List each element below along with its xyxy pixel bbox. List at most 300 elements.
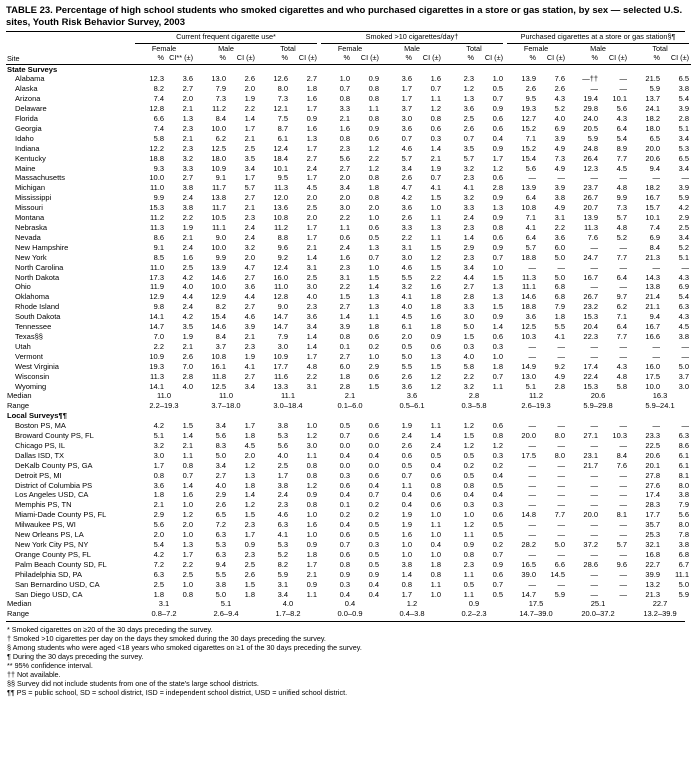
value-cell: 3.1 bbox=[401, 242, 412, 252]
value-cell: 4.0 bbox=[182, 282, 193, 292]
value-cell: 3.1 bbox=[554, 213, 566, 223]
percent-header: % bbox=[629, 54, 662, 64]
value-cell: 2.3 bbox=[463, 559, 474, 569]
value-cell: 1.7 bbox=[401, 94, 412, 104]
value-cell: 0.6 bbox=[492, 569, 504, 579]
value-cell: 1.0 bbox=[430, 549, 441, 559]
value-cell: 0.6 bbox=[492, 331, 504, 341]
value-cell: 6.2 bbox=[616, 302, 628, 312]
value-cell: 10.9 bbox=[211, 163, 226, 173]
value-cell: 0.3 bbox=[339, 470, 350, 480]
value-cell: — bbox=[590, 530, 599, 540]
value-cell: 2.5 bbox=[244, 559, 255, 569]
summary-value: 0.5–6.1 bbox=[399, 401, 425, 411]
summary-row bbox=[6, 391, 691, 401]
value-cell: 12.8 bbox=[273, 292, 288, 302]
value-cell: 2.2 bbox=[339, 213, 350, 223]
value-cell: 11.7 bbox=[211, 183, 226, 193]
value-cell: 16.7 bbox=[583, 272, 599, 282]
site-row bbox=[6, 134, 691, 144]
group-header-row bbox=[6, 33, 691, 44]
value-cell: 7.7 bbox=[616, 252, 628, 262]
value-cell: 4.1 bbox=[554, 331, 566, 341]
value-cell: 2.4 bbox=[463, 213, 474, 223]
site-name: New Hampshire bbox=[15, 242, 69, 252]
value-cell: 1.8 bbox=[430, 302, 441, 312]
value-cell: 0.9 bbox=[306, 579, 317, 589]
value-cell: 4.8 bbox=[616, 223, 628, 232]
value-cell: 5.7 bbox=[401, 153, 412, 163]
value-cell: 2.3 bbox=[339, 143, 350, 153]
percent-header: % bbox=[319, 54, 352, 64]
value-cell: — bbox=[619, 74, 628, 84]
value-cell: 0.4 bbox=[492, 470, 504, 480]
value-cell: — bbox=[681, 421, 690, 431]
subgroup-header-female: Female bbox=[523, 43, 549, 53]
site-row bbox=[6, 362, 691, 372]
value-cell: 2.9 bbox=[368, 361, 379, 371]
value-cell: 8.1 bbox=[678, 470, 690, 480]
value-cell: 2.7 bbox=[244, 272, 255, 282]
value-cell: 9.5 bbox=[277, 173, 288, 183]
value-cell: 10.3 bbox=[521, 331, 537, 341]
value-cell: 10.8 bbox=[211, 351, 226, 361]
value-cell: 0.4 bbox=[368, 480, 379, 490]
footnote-not-available: †† Not available. bbox=[7, 670, 61, 680]
value-cell: 1.4 bbox=[463, 232, 474, 242]
value-cell: 3.2 bbox=[463, 163, 474, 173]
value-cell: 11.1 bbox=[674, 569, 690, 579]
value-cell: 1.3 bbox=[492, 203, 504, 213]
value-cell: 0.9 bbox=[492, 143, 504, 153]
value-cell: 1.4 bbox=[401, 569, 412, 579]
value-cell: 1.4 bbox=[244, 114, 255, 124]
value-cell: 1.1 bbox=[339, 223, 350, 232]
value-cell: 1.8 bbox=[430, 322, 441, 332]
value-cell: 0.7 bbox=[492, 252, 504, 262]
summary-value: 20.6 bbox=[590, 391, 606, 401]
value-cell: 2.4 bbox=[401, 431, 412, 441]
value-cell: 1.5 bbox=[368, 272, 379, 282]
ci-header: CI (±) bbox=[352, 54, 381, 64]
value-cell: 1.0 bbox=[492, 351, 504, 361]
value-cell: 20.6 bbox=[645, 153, 661, 163]
value-cell: 0.9 bbox=[244, 540, 255, 549]
value-cell: 18.2 bbox=[645, 114, 661, 124]
value-cell: 4.3 bbox=[616, 114, 628, 124]
value-cell: 3.4 bbox=[678, 232, 690, 242]
value-cell: 5.6 bbox=[215, 431, 226, 441]
value-cell: 5.8 bbox=[463, 361, 474, 371]
value-cell: 1.6 bbox=[182, 490, 193, 500]
value-cell: 28.2 bbox=[521, 540, 537, 549]
site-row bbox=[6, 510, 691, 520]
value-cell: 4.0 bbox=[401, 302, 412, 312]
value-cell: — bbox=[590, 579, 599, 589]
value-cell: 2.2 bbox=[153, 341, 164, 351]
value-cell: 5.2 bbox=[277, 549, 288, 559]
value-cell: 0.4 bbox=[401, 500, 412, 510]
value-cell: 6.7 bbox=[678, 559, 690, 569]
site-row bbox=[6, 104, 691, 114]
summary-value: 17.5 bbox=[528, 599, 544, 609]
footnote-pilcrow: ¶ During the 30 days preceding the survey. bbox=[7, 652, 144, 662]
value-cell: —†† bbox=[582, 74, 599, 84]
value-cell: — bbox=[528, 262, 537, 272]
value-cell: 1.8 bbox=[244, 431, 255, 441]
value-cell: 0.7 bbox=[339, 84, 350, 94]
value-cell: 0.7 bbox=[339, 431, 350, 441]
value-cell: 1.7 bbox=[401, 589, 412, 599]
value-cell: 1.0 bbox=[430, 510, 441, 520]
value-cell: 5.0 bbox=[554, 540, 566, 549]
site-name: Arizona bbox=[15, 94, 41, 104]
value-cell: 0.4 bbox=[430, 540, 441, 549]
site-row bbox=[6, 263, 691, 273]
value-cell: 1.0 bbox=[368, 213, 379, 223]
value-cell: 1.3 bbox=[306, 133, 317, 143]
value-cell: 2.2 bbox=[430, 272, 441, 282]
value-cell: 2.2 bbox=[306, 371, 317, 381]
value-cell: — bbox=[557, 520, 566, 530]
value-cell: 2.8 bbox=[182, 371, 193, 381]
value-cell: 2.1 bbox=[244, 133, 255, 143]
value-cell: 1.4 bbox=[430, 143, 441, 153]
value-cell: 2.8 bbox=[492, 183, 504, 193]
summary-value: 3.0–18.4 bbox=[273, 401, 303, 411]
site-col-spacer bbox=[6, 33, 133, 44]
subgroup-header-total: Total bbox=[280, 43, 296, 53]
summary-value: 0.9 bbox=[468, 599, 480, 609]
value-cell: 22.4 bbox=[583, 371, 599, 381]
value-cell: 3.8 bbox=[554, 193, 566, 203]
value-cell: 4.6 bbox=[277, 510, 288, 520]
value-cell: 3.6 bbox=[554, 232, 566, 242]
value-cell: 16.0 bbox=[645, 361, 661, 371]
value-cell: 4.6 bbox=[401, 143, 412, 153]
site-row bbox=[6, 124, 691, 134]
value-cell: 1.3 bbox=[430, 223, 441, 232]
value-cell: 8.9 bbox=[616, 143, 628, 153]
site-name: Dallas ISD, TX bbox=[15, 450, 65, 460]
value-cell: 2.5 bbox=[244, 143, 255, 153]
value-cell: 1.1 bbox=[463, 569, 474, 579]
site-name: Chicago PS, IL bbox=[15, 440, 66, 450]
value-cell: 5.1 bbox=[525, 381, 537, 391]
value-cell: 8.3 bbox=[215, 440, 226, 450]
value-cell: 1.5 bbox=[182, 421, 193, 431]
value-cell: 0.7 bbox=[339, 540, 350, 549]
value-cell: 1.0 bbox=[368, 351, 379, 361]
value-cell: 10.9 bbox=[273, 351, 288, 361]
value-cell: 6.9 bbox=[649, 232, 661, 242]
value-cell: 9.6 bbox=[616, 559, 628, 569]
value-cell: 19.3 bbox=[149, 361, 164, 371]
value-cell: 0.5 bbox=[492, 530, 504, 540]
value-cell: 4.5 bbox=[306, 183, 317, 193]
value-cell: 8.7 bbox=[277, 123, 288, 133]
value-cell: 1.5 bbox=[463, 431, 474, 441]
site-name: North Carolina bbox=[15, 262, 64, 272]
value-cell: 2.8 bbox=[339, 381, 350, 391]
summary-value: 1.2 bbox=[406, 599, 418, 609]
value-cell: 2.3 bbox=[339, 262, 350, 272]
footnote-districts: §§ Survey did not include students from one of the state's large school districts. bbox=[7, 679, 259, 689]
value-cell: 13.7 bbox=[645, 94, 661, 104]
value-cell: 21.5 bbox=[645, 74, 661, 84]
value-cell: 1.7 bbox=[306, 559, 317, 569]
value-cell: 7.0 bbox=[182, 361, 193, 371]
value-cell: 7.9 bbox=[215, 84, 226, 94]
summary-value: 11.2 bbox=[529, 391, 544, 401]
value-cell: 5.4 bbox=[678, 292, 690, 302]
value-cell: 5.0 bbox=[401, 351, 412, 361]
value-cell: 0.8 bbox=[339, 331, 350, 341]
value-cell: — bbox=[619, 440, 628, 450]
value-cell: 4.9 bbox=[554, 203, 566, 213]
value-cell: 6.0 bbox=[339, 361, 350, 371]
site-row bbox=[6, 421, 691, 431]
value-cell: 3.6 bbox=[401, 203, 412, 213]
site-name: District of Columbia PS bbox=[15, 480, 93, 490]
value-cell: 16.7 bbox=[645, 322, 661, 332]
value-cell: 1.1 bbox=[492, 381, 504, 391]
ci-header: CI (±) bbox=[414, 54, 443, 64]
value-cell: 23.2 bbox=[583, 302, 599, 312]
site-row bbox=[6, 302, 691, 312]
value-cell: 12.3 bbox=[149, 74, 164, 84]
value-cell: 0.8 bbox=[339, 559, 350, 569]
table-body bbox=[6, 64, 691, 619]
value-cell: 0.8 bbox=[306, 470, 317, 480]
value-cell: 0.3 bbox=[368, 540, 379, 549]
site-row bbox=[6, 322, 691, 332]
value-cell: 12.3 bbox=[583, 163, 599, 173]
value-cell: 1.2 bbox=[463, 421, 474, 431]
value-cell: 1.2 bbox=[182, 510, 193, 520]
value-cell: 20.7 bbox=[583, 203, 599, 213]
site-row bbox=[6, 481, 691, 491]
value-cell: 1.3 bbox=[368, 242, 379, 252]
summary-value: 2.6–9.4 bbox=[213, 609, 239, 619]
summary-value: 11.1 bbox=[280, 391, 296, 401]
value-cell: — bbox=[681, 341, 690, 351]
site-name: Kentucky bbox=[15, 153, 46, 163]
site-name: New York bbox=[15, 252, 47, 262]
site-name: Miami-Dade County PS, FL bbox=[15, 510, 107, 520]
value-cell: 11.3 bbox=[149, 371, 164, 381]
summary-value: 13.2–39.9 bbox=[643, 609, 677, 619]
value-cell: 22.7 bbox=[645, 559, 661, 569]
value-cell: 0.7 bbox=[492, 549, 504, 559]
value-cell: 0.8 bbox=[368, 193, 379, 203]
value-cell: 0.5 bbox=[492, 589, 504, 599]
value-cell: 1.7 bbox=[492, 153, 504, 163]
value-cell: — bbox=[528, 480, 537, 490]
site-name: Vermont bbox=[15, 351, 43, 361]
value-cell: 6.6 bbox=[153, 114, 164, 124]
value-cell: 8.8 bbox=[277, 232, 288, 242]
value-cell: — bbox=[528, 440, 537, 450]
value-cell: 0.2 bbox=[368, 500, 379, 510]
value-cell: 0.6 bbox=[430, 500, 441, 510]
table-title: TABLE 23. Percentage of high school students who smoked cigarettes and who purchased cigarettes in a store or gas station, by sex — selected U.S. sites, Youth Risk Behavior Survey, 2003 bbox=[6, 5, 685, 32]
value-cell: 9.5 bbox=[525, 94, 537, 104]
value-cell: 3.2 bbox=[182, 153, 193, 163]
site-row bbox=[6, 451, 691, 461]
value-cell: 22.5 bbox=[645, 440, 661, 450]
value-cell: 0.5 bbox=[401, 460, 412, 470]
value-cell: 2.1 bbox=[339, 114, 350, 124]
subgroup-header-male: Male bbox=[218, 43, 234, 53]
site-row bbox=[6, 154, 691, 164]
value-cell: 2.2 bbox=[401, 232, 412, 242]
value-cell: 7.2 bbox=[153, 559, 164, 569]
value-cell: 0.9 bbox=[430, 331, 441, 341]
value-cell: 11.7 bbox=[211, 203, 226, 213]
site-name: Oklahoma bbox=[15, 292, 50, 302]
value-cell: 11.3 bbox=[521, 272, 537, 282]
value-cell: 4.2 bbox=[401, 193, 412, 203]
value-cell: 1.0 bbox=[182, 579, 193, 589]
summary-value: 22.7 bbox=[652, 599, 668, 609]
value-cell: — bbox=[619, 589, 628, 599]
value-cell: 18.0 bbox=[211, 153, 226, 163]
group-header-3: Purchased cigarettes at a store or gas station§¶ bbox=[505, 33, 691, 44]
value-cell: 2.5 bbox=[277, 460, 288, 470]
site-row bbox=[6, 530, 691, 540]
value-cell: 24.0 bbox=[583, 114, 599, 124]
value-cell: 2.4 bbox=[244, 223, 255, 232]
value-cell: 3.8 bbox=[401, 559, 412, 569]
value-cell: 1.2 bbox=[492, 163, 504, 173]
value-cell: 2.2 bbox=[182, 213, 193, 223]
value-cell: 1.0 bbox=[306, 530, 317, 540]
value-cell: 0.4 bbox=[492, 133, 504, 143]
value-cell: 1.8 bbox=[430, 559, 441, 569]
value-cell: 2.0 bbox=[401, 331, 412, 341]
site-name: Georgia bbox=[15, 123, 42, 133]
value-cell: 6.1 bbox=[678, 460, 690, 470]
value-cell: 4.2 bbox=[182, 272, 193, 282]
value-cell: 14.7 bbox=[273, 322, 288, 332]
value-cell: 3.2 bbox=[244, 242, 255, 252]
value-cell: 0.7 bbox=[368, 490, 379, 500]
value-cell: 3.0 bbox=[306, 440, 317, 450]
value-cell: 14.1 bbox=[149, 381, 164, 391]
value-cell: 3.8 bbox=[215, 579, 226, 589]
value-cell: — bbox=[528, 579, 537, 589]
value-cell: 17.4 bbox=[645, 490, 661, 500]
value-cell: 1.6 bbox=[306, 123, 317, 133]
value-cell: 8.4 bbox=[215, 331, 226, 341]
value-cell: 0.2 bbox=[339, 510, 350, 520]
value-cell: 0.3 bbox=[492, 500, 504, 510]
site-name: Alaska bbox=[15, 84, 38, 94]
value-cell: 0.5 bbox=[401, 341, 412, 351]
value-cell: 0.0 bbox=[368, 460, 379, 470]
summary-row bbox=[6, 609, 691, 619]
summary-row bbox=[6, 599, 691, 609]
value-cell: 1.8 bbox=[368, 183, 379, 193]
value-cell: 4.5 bbox=[244, 440, 255, 450]
value-cell: 3.2 bbox=[401, 282, 412, 292]
value-cell: 0.9 bbox=[306, 490, 317, 500]
value-cell: 2.7 bbox=[182, 84, 193, 94]
value-cell: — bbox=[590, 262, 599, 272]
value-cell: 4.8 bbox=[306, 361, 317, 371]
value-cell: 3.6 bbox=[463, 104, 474, 114]
value-cell: 8.2 bbox=[215, 302, 226, 312]
value-cell: 0.5 bbox=[368, 520, 379, 530]
summary-value: 0.0–0.9 bbox=[337, 609, 363, 619]
value-cell: 1.2 bbox=[430, 381, 441, 391]
site-row bbox=[6, 560, 691, 570]
value-cell: 10.0 bbox=[645, 381, 661, 391]
value-cell: 0.6 bbox=[368, 133, 379, 143]
value-cell: 1.6 bbox=[306, 94, 317, 104]
value-cell: 8.0 bbox=[678, 480, 690, 490]
value-cell: 3.4 bbox=[215, 460, 226, 470]
ci-header: CI (±) bbox=[228, 54, 257, 64]
value-cell: 6.5 bbox=[649, 133, 661, 143]
value-cell: 0.7 bbox=[463, 133, 474, 143]
value-cell: 7.1 bbox=[525, 133, 537, 143]
value-cell: 13.8 bbox=[645, 282, 661, 292]
value-cell: 2.6 bbox=[525, 84, 537, 94]
site-row bbox=[6, 490, 691, 500]
value-cell: 0.7 bbox=[368, 252, 379, 262]
summary-value: 2.6–19.3 bbox=[521, 401, 551, 411]
value-cell: 5.3 bbox=[678, 143, 690, 153]
value-cell: 2.7 bbox=[244, 193, 255, 203]
value-cell: 1.7 bbox=[306, 351, 317, 361]
footnote-asterisk: * Smoked cigarettes on ≥20 of the 30 days preceding the survey. bbox=[7, 625, 213, 635]
value-cell: 20.6 bbox=[645, 450, 661, 460]
value-cell: — bbox=[652, 262, 661, 272]
value-cell: 8.0 bbox=[554, 450, 566, 460]
site-name: Idaho bbox=[15, 133, 34, 143]
value-cell: 0.9 bbox=[492, 559, 504, 569]
value-cell: 1.3 bbox=[492, 292, 504, 302]
value-cell: 5.9 bbox=[587, 133, 599, 143]
value-cell: 2.3 bbox=[277, 500, 288, 510]
value-cell: 0.5 bbox=[463, 470, 474, 480]
summary-value: 3.6 bbox=[406, 391, 418, 401]
subgroup-header-male: Male bbox=[404, 43, 420, 53]
value-cell: 5.4 bbox=[678, 94, 690, 104]
value-cell: 28.3 bbox=[645, 500, 661, 510]
value-cell: 6.4 bbox=[616, 123, 628, 133]
value-cell: 5.2 bbox=[616, 232, 628, 242]
ci-header: CI (±) bbox=[600, 54, 629, 64]
value-cell: 3.4 bbox=[463, 262, 474, 272]
value-cell: 15.2 bbox=[521, 123, 537, 133]
value-cell: 13.2 bbox=[645, 579, 661, 589]
value-cell: 0.2 bbox=[492, 460, 504, 470]
value-cell: 5.1 bbox=[153, 431, 164, 441]
data-table bbox=[6, 33, 691, 619]
site-row bbox=[6, 471, 691, 481]
value-cell: 1.2 bbox=[368, 143, 379, 153]
value-cell: 1.4 bbox=[430, 431, 441, 441]
value-cell: 1.6 bbox=[430, 312, 441, 322]
value-cell: 6.3 bbox=[215, 549, 226, 559]
value-cell: 18.8 bbox=[521, 252, 537, 262]
percent-header: % bbox=[381, 54, 414, 64]
value-cell: — bbox=[590, 351, 599, 361]
value-cell: 0.0 bbox=[368, 440, 379, 450]
